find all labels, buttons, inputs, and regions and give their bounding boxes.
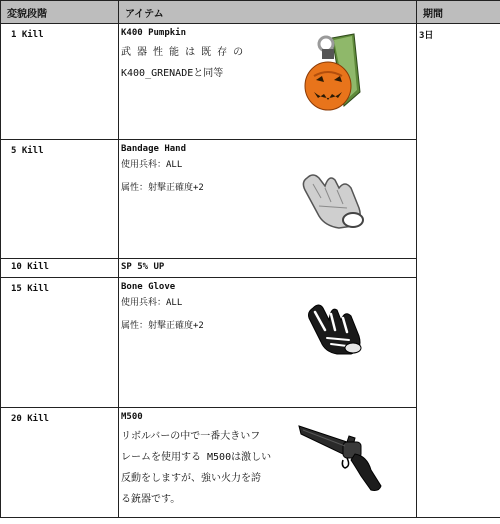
stage-cell: 5 Kill	[1, 140, 119, 259]
bandage-glove-icon	[299, 168, 369, 232]
stage-cell: 15 Kill	[1, 278, 119, 408]
item-cell	[119, 24, 417, 140]
bone-glove-icon	[305, 300, 367, 358]
header-item: アイテム	[119, 1, 417, 24]
item-name: K400 Pumpkin	[121, 28, 187, 38]
item-name: SP 5% UP	[121, 262, 165, 272]
item-desc-line: 使用兵科：ALL	[121, 160, 183, 170]
item-name: Bandage Hand	[121, 144, 187, 154]
item-desc-line: 属性：射撃正確度+2	[121, 321, 204, 331]
period-cell: 3日	[417, 24, 500, 518]
header-stage: 変貌段階	[1, 1, 119, 24]
header-period: 期間	[417, 1, 500, 24]
item-desc-line: リボルバーの中で一番大きいフ	[121, 431, 261, 442]
item-desc-line: 属性：射撃正確度+2	[121, 183, 204, 193]
pumpkin-grenade-icon	[304, 32, 362, 114]
item-cell	[119, 140, 417, 259]
stage-cell: 10 Kill	[1, 259, 119, 278]
item-desc-line: レームを使用する M500は激しい	[121, 452, 272, 463]
item-cell	[119, 408, 417, 518]
item-cell	[119, 278, 417, 408]
item-name: M500	[121, 412, 143, 422]
stage-cell: 20 Kill	[1, 408, 119, 518]
item-desc-line: る銃器です。	[121, 494, 181, 505]
item-cell	[119, 259, 417, 278]
table-row	[1, 24, 500, 140]
item-desc-line: 反動をしますが、強い火力を誇	[121, 473, 261, 484]
item-desc-line: 武 器 性 能 は 既 存 の	[121, 47, 244, 58]
item-desc-line: K400_GRENADEと同等	[121, 68, 224, 79]
header-row	[1, 1, 500, 24]
item-name: Bone Glove	[121, 282, 176, 292]
stage-cell: 1 Kill	[1, 24, 119, 140]
revolver-icon	[297, 420, 387, 492]
item-desc-line: 使用兵科：ALL	[121, 298, 183, 308]
